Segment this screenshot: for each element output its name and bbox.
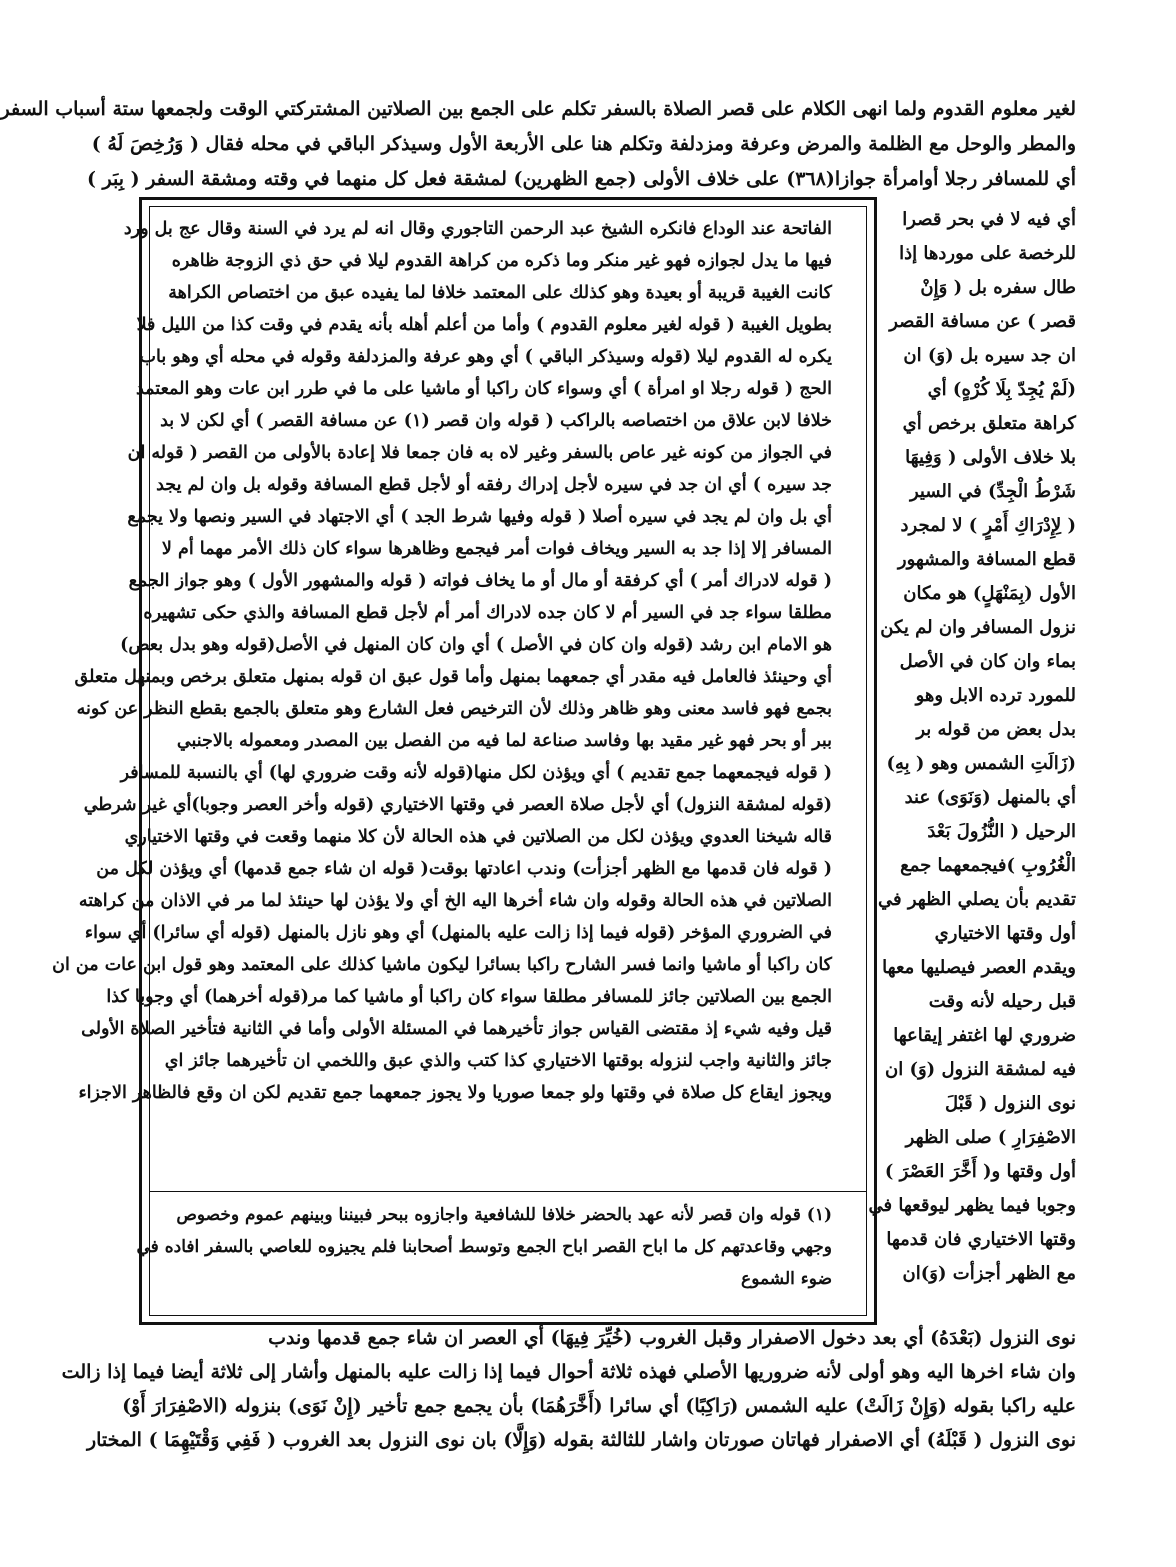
side-line: نزول المسافر وان لم يكن (880, 617, 1076, 638)
side-line: أول وقتها الاختياري (934, 923, 1076, 944)
footnote-line: (١) قوله وان قصر لأنه عهد بالحضر خلافا للشافعية واجازوه ببحر فبيننا وبينهم عموم وخصوص (176, 1205, 832, 1225)
commentary-line: الصلاتين في هذه الحالة وقوله وان شاء أخرها اليه الخ أي ولا يؤذن لها حينئذ لما مر في الاذان من كراهته (78, 891, 832, 911)
commentary-line: بجمع فهو فاسد معنى وهو ظاهر وذلك لأن الترخيص فعل الشارع وهو متعلق بالجمع بقطع النظر عن كونه (76, 699, 832, 719)
commentary-line: الحج ( قوله رجلا او امرأة ) أي وسواء كان راكبا أو ماشيا على ما في طرر ابن عات وهو المعتمد (135, 379, 832, 399)
commentary-line: كانت الغيبة قريبة أو بعيدة وهو كذلك على المعتمد خلافا لما يفيده عبق من اختصاص الكراهة (168, 283, 832, 303)
bottom-line: نوى النزول (بَعْدَهُ) أي بعد دخول الاصفرار وقبل الغروب (خُيِّرَ فِيهَا) أي العصر ان شاء جمع قدمها وندب (268, 1327, 1076, 1349)
side-line: مع الظهر أجزأت (وَ)ان (902, 1263, 1076, 1284)
bottom-line: عليه راكبا بقوله (وَإِنْ زَالَتْ) عليه الشمس (رَاكِبًا) أي سائرا (أَخَّرَهُمَا) بأن يجمع جمع تأخير (إِنْ نَوَى) بنزوله (الاصْفِرَارَ أَوْ) (122, 1395, 1076, 1417)
commentary-line: الفاتحة عند الوداع فانكره الشيخ عبد الرحمن التاجوري وقال انه لم يرد في السنة وقال عج بل ورد (123, 219, 832, 239)
commentary-line: خلافا لابن علاق من اختصاصه بالراكب ( قوله وان قصر (١) عن مسافة القصر ) أي لكن لا بد (160, 411, 832, 431)
footnote-line: وجهي وقاعدتهم كل ما اباح القصر اباح الجمع وتوسط أصحابنا فلم يجيزوه للعاصي بالسفر افاده في (136, 1237, 832, 1257)
commentary-line: في الجواز من كونه غير عاص بالسفر وغير لاه به فان جمعا فلا إعادة بالأولى من القصر ( قوله ان (127, 443, 832, 463)
commentary-line: ويجوز ايقاع كل صلاة في وقتها ولو جمعا صوريا ولا يجوز جمعهما جمع تقديم لكن ان وقع فالظاهر الاجزاء (78, 1083, 832, 1103)
commentary-line: أي وحينئذ فالعامل فيه مقدر أي جمعهما بمنهل وأما قول عبق ان قوله بمنهل متعلق برخص وبمنهل متعلق (74, 667, 832, 687)
commentary-line: قيل وفيه شيء إذ مقتضى القياس جواز تأخيرهما في المسئلة الأولى وأما في الثانية فتأخير الصلاة الأولى (81, 1019, 832, 1039)
side-line: ( لِإِدْرَاكِ أَمْرٍ ) لا لمجرد (900, 515, 1076, 536)
side-line: ان جد سيره بل (وَ) ان (903, 345, 1076, 366)
side-line: وجوبا فيما يظهر ليوقعها في (868, 1195, 1076, 1216)
side-line: تقديم بأن يصلي الظهر في (878, 889, 1076, 910)
side-line: فيه لمشقة النزول (وَ) ان (884, 1059, 1076, 1080)
side-line: شَرْطُ الْجِدِّ) في السير (909, 481, 1076, 502)
commentary-line: جد سيره ) أي ان جد في سيره لأجل إدراك رفقه أو لأجل قطع المسافة وقوله بل وان لم يجد (156, 475, 832, 495)
commentary-line: أي بل وان لم يجد في سيره أصلا ( قوله وفيها شرط الجد ) أي الاجتهاد في السير ونصها ولا يجمع (127, 507, 832, 527)
side-line: الْغُرُوبِ )فيجمعهما جمع (900, 855, 1076, 876)
footnote-line: ضوء الشموع (741, 1269, 832, 1289)
commentary-line: الجمع بين الصلاتين جائز للمسافر مطلقا سواء كان راكبا أو ماشيا كما مر(قوله أخرهما) أي وجوبا كذا (106, 987, 832, 1007)
side-line: الرحيل ( النُّزُولَ بَعْدَ (927, 821, 1076, 842)
side-line: (زَالَتِ الشمس وهو ( بِهِ) (886, 753, 1076, 774)
header-line: أي للمسافر رجلا أوامرأة جوازا(٣٦٨) على خلاف الأولى (جمع الظهرين) لمشقة فعل كل منهما في وقته ومشقة السفر ( بِبَر ) (86, 168, 1076, 190)
side-line: قصر ) عن مسافة القصر (889, 311, 1076, 332)
commentary-line: (قوله لمشقة النزول) أي لأجل صلاة العصر في وقتها الاختياري (قوله وأخر العصر وجوبا)أي غير شرطي (83, 795, 832, 815)
commentary-line: بطويل الغيبة ( قوله لغير معلوم القدوم ) وأما من أعلم أهله بأنه يقدم في وقت كذا من الليل فلا (136, 315, 832, 335)
side-line: وقتها الاختياري فان قدمها (886, 1229, 1076, 1250)
side-line: (لَمْ يُجِدّ بِلَا كُرْهٍ) أي (927, 379, 1076, 400)
commentary-line: قاله شيخنا العدوي ويؤذن لكل من الصلاتين في هذه الحالة لأن كلا منهما وقعت في وقتها الاختياري (124, 827, 832, 847)
commentary-line: مطلقا سواء جد في السير أم لا كان جده لادراك أمر أم لأجل قطع المسافة والذي حكى تشهيره (143, 603, 832, 623)
footnote-divider (149, 1191, 867, 1192)
header-line: والمطر والوحل مع الظلمة والمرض وعرفة ومزدلفة وتكلم هنا على الأربعة الأول وسيذكر الباقي في محله فقال ( وَرُخِصَ لَهُ ) (91, 133, 1076, 155)
side-line: قبل رحيله لأنه وقت (928, 991, 1076, 1012)
commentary-line: ( قوله فيجمعهما جمع تقديم ) أي ويؤذن لكل منها(قوله لأنه وقت ضروري لها) أي بالنسبة للمسافر (120, 763, 832, 783)
commentary-line: جائز والثانية واجب لنزوله بوقتها الاختياري كذا كتب والذي عبق واللخمي ان تأخيرهما جائز اي (164, 1051, 832, 1071)
bottom-line: نوى النزول ( قَبْلَهُ) أي الاصفرار فهاتان صورتان واشار للثالثة بقوله (وَإِلَّا) بان نوى النزول بعد الغروب ( فَفِي وَقْتَيْهِمَا ) المختار (86, 1429, 1076, 1451)
side-line: كراهة متعلق برخص أي (902, 413, 1076, 434)
bottom-line: وان شاء اخرها اليه وهو أولى لأنه ضروريها الأصلي فهذه ثلاثة أحوال فيما إذا زالت عليه بالمنهل وأشار إلى ثلاثة أيضا فيما إذا زالت (61, 1361, 1076, 1383)
side-line: نوى النزول ( قَبْلَ (944, 1093, 1076, 1114)
commentary-line: فيها ما يدل لجوازه فهو غير منكر وما ذكره من كراهة القدوم ليلا في حق ذي الزوجة ظاهره (171, 251, 832, 271)
side-line: ويقدم العصر فيصليها معها (882, 957, 1076, 978)
side-line: طال سفره بل ( وَإِنْ (920, 277, 1076, 298)
side-line: بماء وان كان في الأصل (899, 651, 1076, 672)
side-line: ضروري لها اغتفر إيقاعها (893, 1025, 1076, 1046)
side-line: للمورد ترده الابل وهو (915, 685, 1076, 706)
side-line: أي فيه لا في بحر قصرا (902, 209, 1076, 230)
commentary-line: المسافر إلا إذا جد به السير ويخاف فوات أمر فيجمع وظاهرها سواء كان ذلك الأمر مهما أم لا (161, 539, 832, 559)
side-line: للرخصة على موردها إذا (899, 243, 1076, 264)
commentary-line: ( قوله لادراك أمر ) أي كرفقة أو مال أو ما يخاف فواته ( قوله والمشهور الأول ) وهو جواز الجمع (128, 571, 832, 591)
commentary-line: في الضروري المؤخر (قوله فيما إذا زالت عليه بالمنهل) أي وهو نازل بالمنهل (قوله أي سائرا) أي سواء (84, 923, 832, 943)
side-line: بلا خلاف الأولى ( وَفِيهَا (905, 447, 1076, 468)
side-line: الأول (بِمَنْهَلٍ) هو مكان (903, 583, 1076, 604)
side-line: أي بالمنهل (وَنَوَى) عند (904, 787, 1076, 808)
side-line: قطع المسافة والمشهور (897, 549, 1076, 570)
side-line: أول وقتها و( أَخَّرَ العَصْرَ ) (884, 1161, 1076, 1182)
commentary-line: ببر أو بحر فهو غير مقيد بها وفاسد صناعة لما فيه من الفصل بين المصدر ومعموله بالاجنبي (176, 731, 832, 751)
commentary-line: هو الامام ابن رشد (قوله وان كان في الأصل ) أي وان كان المنهل في الأصل(قوله وهو بدل بعض) (120, 635, 832, 655)
commentary-line: ( قوله فان قدمها مع الظهر أجزأت) وندب اعادتها بوقت( قوله ان شاء جمع قدمها) أي ويؤذن لكل من (96, 859, 832, 879)
header-line: لغير معلوم القدوم ولما انهى الكلام على قصر الصلاة بالسفر تكلم على الجمع بين الصلاتين المشتركتي الوقت ولجمعها ستة أسباب السفر (0, 98, 1076, 120)
side-line: الاصْفِرَارِ ) صلى الظهر (905, 1127, 1076, 1148)
commentary-line: يكره له القدوم ليلا (قوله وسيذكر الباقي ) أي وهو عرفة والمزدلفة وقوله في محله أي وهو باب (139, 347, 832, 367)
commentary-line: كان راكبا أو ماشيا وانما فسر الشارح راكبا بسائرا ليكون ماشيا كذلك على المعتمد وهو قول ابن عات من ان (52, 955, 832, 975)
side-line: بدل بعض من قوله بر (916, 719, 1076, 740)
